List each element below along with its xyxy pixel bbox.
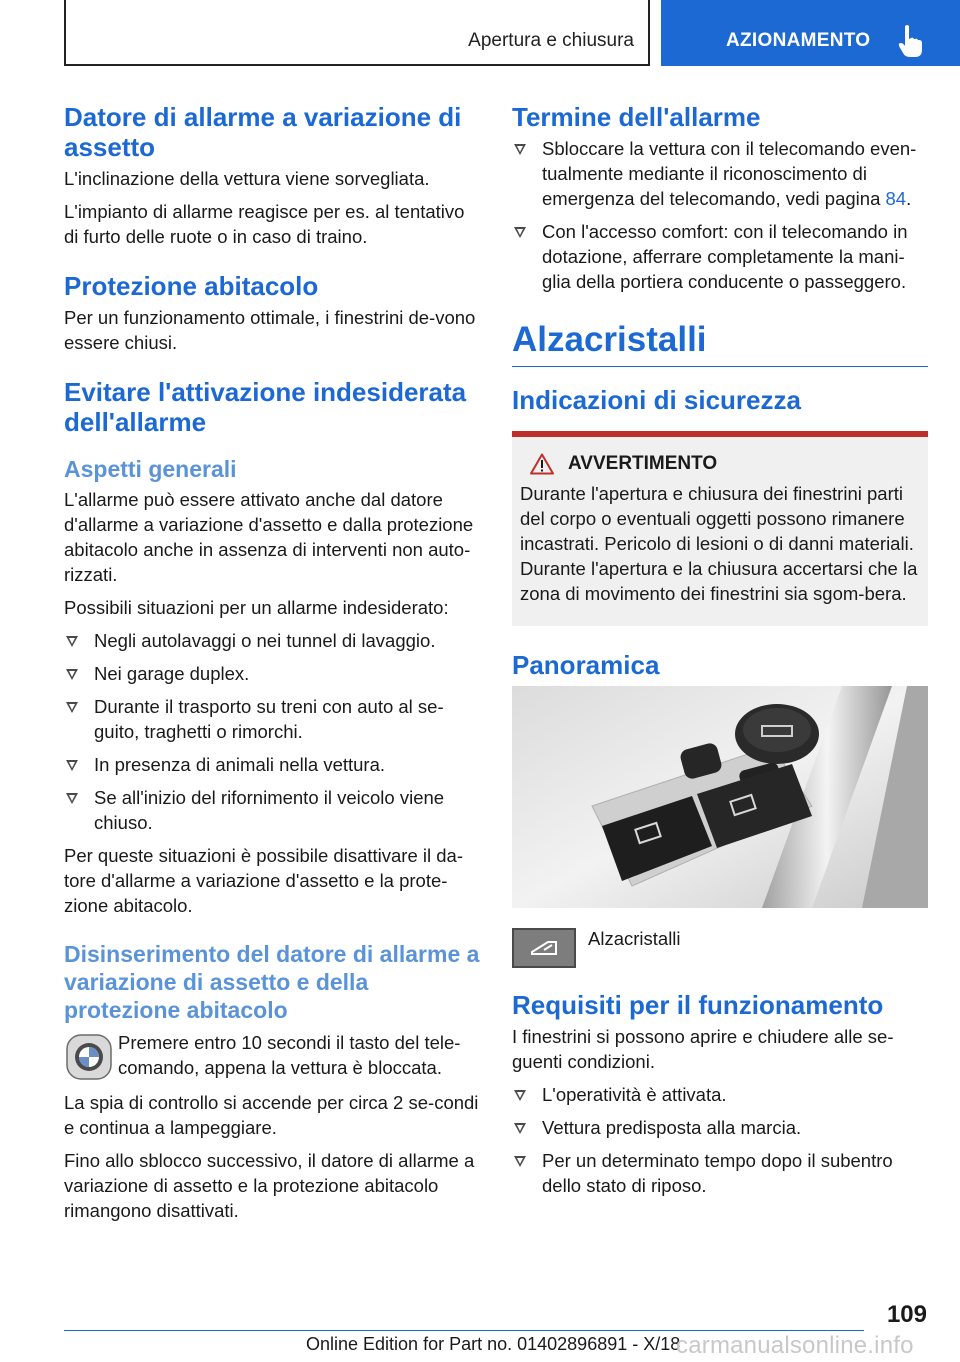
chapter-heading-wrap xyxy=(512,318,928,367)
list-item: L'operatività è attivata. xyxy=(512,1082,928,1107)
subheading-general: Aspetti generali xyxy=(64,456,237,482)
paragraph: Possibili situazioni per un allarme indesiderato: xyxy=(64,597,449,618)
bullet-triangle-icon xyxy=(66,793,78,804)
paragraph: I finestrini si possono aprire e chiudere alle se-guenti condizioni. xyxy=(512,1026,894,1072)
section-title: AZIONAMENTO xyxy=(726,30,871,51)
bullet-triangle-icon xyxy=(66,636,78,647)
remote-lock-key-icon xyxy=(64,1032,114,1082)
list-item: Durante il trasporto su treni con auto al se-guito, traghetti o rimorchi. xyxy=(64,694,480,744)
list-item: In presenza di animali nella vettura. xyxy=(64,752,480,777)
list-item: Con l'accesso comfort: con il telecomando in dotazione, afferrare completamente la mani-glia della portiera conducente o passeggero. xyxy=(512,219,928,294)
warning-triangle-icon xyxy=(530,453,554,475)
photo-caption-row xyxy=(512,926,928,968)
bullet-triangle-icon xyxy=(514,227,526,238)
page-header xyxy=(0,0,960,66)
edition-text: Online Edition for Part no. 01402896891 - X/18 xyxy=(306,1334,681,1354)
list-item: Nei garage duplex. xyxy=(64,661,480,686)
key-instruction-text: Premere entro 10 secondi il tasto del tele-comando, appena la vettura è bloccata. xyxy=(118,1032,461,1078)
page-number: 109 xyxy=(886,1301,927,1328)
pointing-hand-icon xyxy=(896,24,926,58)
left-column xyxy=(64,102,480,1231)
warning-text: Durante l'apertura e chiusura dei finestrini parti del corpo o eventuali oggetti possono rimanere incastrati. Pericolo di lesioni o di danni materiali. Durante l'apertura e la chiusura accertarsi che la zona di movimento dei finestrini sia sgom-bera. xyxy=(520,483,918,604)
heading-requirements: Requisiti per il funzionamento xyxy=(512,990,884,1020)
photo-caption: Alzacristalli xyxy=(588,928,681,949)
paragraph: L'inclinazione della vettura viene sorvegliata. xyxy=(64,168,430,189)
header-section-tab xyxy=(661,0,960,66)
heading-power-windows: Alzacristalli xyxy=(512,320,707,359)
paragraph: Per un funzionamento ottimale, i finestrini de-vono essere chiusi. xyxy=(64,307,476,353)
requirements-list xyxy=(512,1082,928,1198)
heading-avoid-alarm: Evitare l'attivazione indesiderata dell'allarme xyxy=(64,377,467,437)
heading-alarm-tilt: Datore di allarme a variazione di assetto xyxy=(64,102,462,162)
paragraph: Fino allo sblocco successivo, il datore di allarme a variazione di assetto e la protezione abitacolo rimangono disattivati. xyxy=(64,1150,475,1221)
list-item: Per un determinato tempo dopo il subentro dello stato di riposo. xyxy=(512,1148,928,1198)
warning-box xyxy=(512,431,928,626)
paragraph: La spia di controllo si accende per circa 2 se-condi e continua a lampeggiare. xyxy=(64,1092,479,1138)
bullet-triangle-icon xyxy=(514,1090,526,1101)
bullet-triangle-icon xyxy=(66,702,78,713)
watermark: carmanualsonline.info xyxy=(676,1332,914,1359)
end-alarm-list xyxy=(512,136,928,294)
heading-interior-protection: Protezione abitacolo xyxy=(64,271,319,301)
window-switch-photo xyxy=(512,686,928,908)
paragraph: L'impianto di allarme reagisce per es. al tentativo di furto delle ruote o in caso di traino. xyxy=(64,201,465,247)
bullet-triangle-icon xyxy=(66,760,78,771)
list-item: Sbloccare la vettura con il telecomando even-tualmente mediante il riconoscimento di emergenza del telecomando, vedi pagina 84. xyxy=(512,136,928,211)
page-link-84[interactable]: 84 xyxy=(885,188,907,209)
remote-key-instruction xyxy=(64,1030,480,1082)
window-switch-icon xyxy=(512,928,576,968)
subheading-disable: Disinserimento del datore di allarme a variazione di assetto e della protezione abitacolo xyxy=(64,941,480,1023)
unwanted-alarm-list xyxy=(64,628,480,835)
right-column xyxy=(512,102,928,1206)
bullet-triangle-icon xyxy=(514,1123,526,1134)
chapter-title: Apertura e chiusura xyxy=(468,30,634,51)
list-item: Se all'inizio del rifornimento il veicolo viene chiuso. xyxy=(64,785,480,835)
heading-safety: Indicazioni di sicurezza xyxy=(512,385,801,415)
heading-overview: Panoramica xyxy=(512,650,660,680)
list-item: Negli autolavaggi o nei tunnel di lavaggio. xyxy=(64,628,480,653)
footer-rule xyxy=(64,1330,864,1331)
bullet-triangle-icon xyxy=(66,669,78,680)
header-chapter-box xyxy=(64,0,650,66)
list-item: Vettura predisposta alla marcia. xyxy=(512,1115,928,1140)
bullet-triangle-icon xyxy=(514,1156,526,1167)
paragraph: L'allarme può essere attivato anche dal datore d'allarme a variazione d'assetto e dalla protezione abitacolo anche in assenza di interventi non auto-rizzati. xyxy=(64,489,474,585)
paragraph: Per queste situazioni è possibile disattivare il da-tore d'allarme a variazione d'assetto e la prote-zione abitacolo. xyxy=(64,845,463,916)
bullet-triangle-icon xyxy=(514,144,526,155)
heading-end-alarm: Termine dell'allarme xyxy=(512,102,761,132)
warning-title: AVVERTIMENTO xyxy=(520,453,920,475)
